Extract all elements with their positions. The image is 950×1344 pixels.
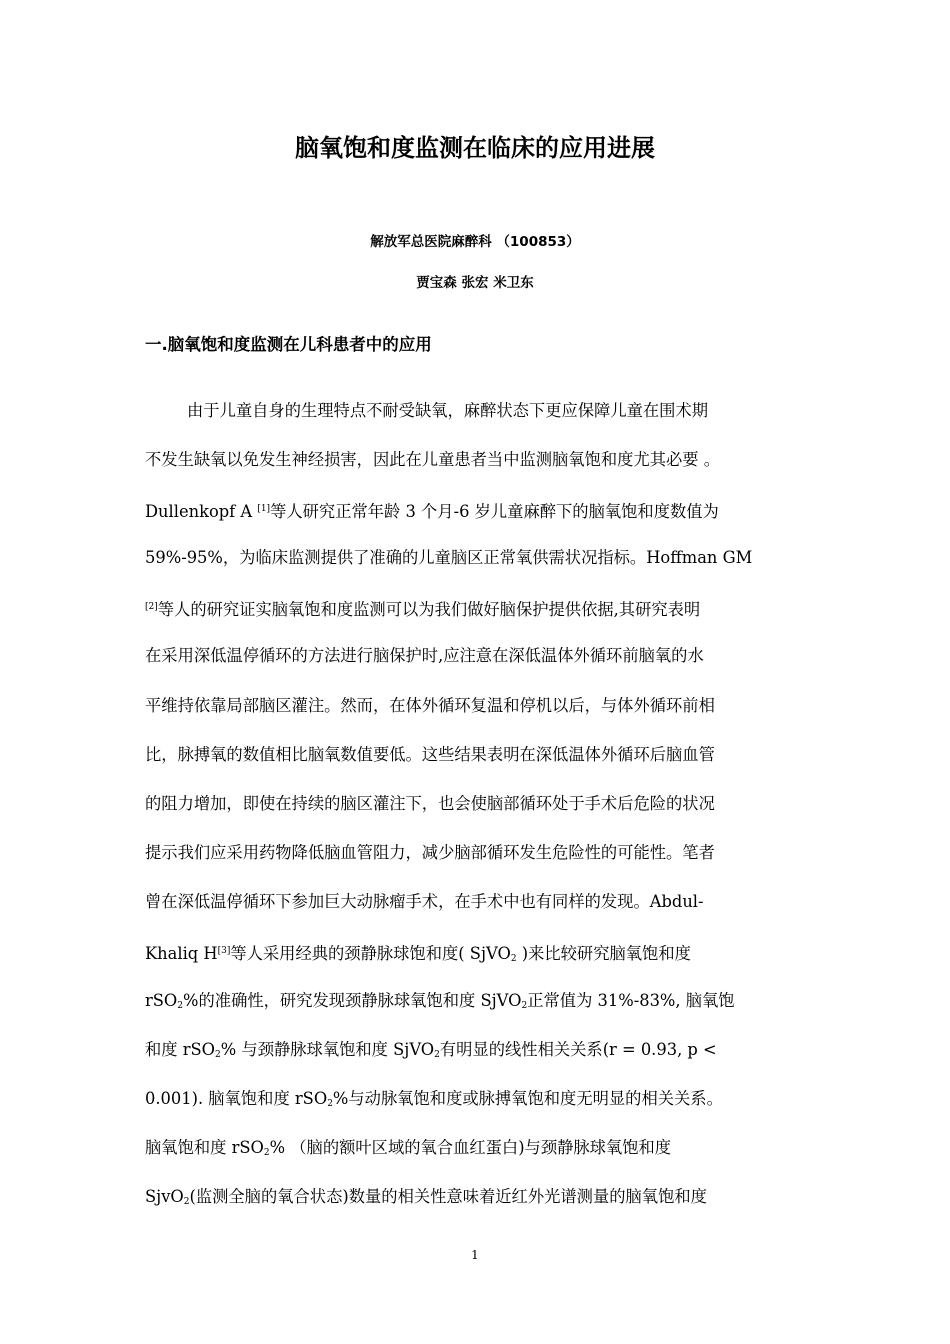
subscript: 2	[434, 1050, 440, 1060]
paragraph-line: 不发生缺氧以免发生神经损害，因此在儿童患者当中监测脑氧饱和度尤其必要 。	[145, 450, 721, 469]
text-run: Khaliq H	[145, 944, 218, 963]
subscript: 2	[327, 1099, 333, 1109]
paragraph-line: 在采用深低温停循环的方法进行脑保护时,应注意在深低温体外循环前脑氧的水	[145, 646, 704, 665]
affiliation: 解放军总医院麻醉科 （100853）	[370, 234, 580, 250]
document-title: 脑氧饱和度监测在临床的应用进展	[295, 134, 655, 162]
paragraph-line	[145, 1186, 707, 1213]
text-run: 等人研究正常年龄 3 个月-6 岁儿童麻醉下的脑氧饱和度数值为	[270, 502, 719, 521]
paragraph-line: 比，脉搏氧的数值相比脑氧数值要低。这些结果表明在深低温体外循环后脑血管	[145, 745, 715, 764]
paragraph-line	[145, 1039, 717, 1066]
paragraph-line	[145, 990, 735, 1017]
text-run: % 与颈静脉球氧饱和度 SjVO	[220, 1040, 435, 1059]
text-run: (监测全脑的氧合状态)数量的相关性意味着近红外光谱测量的脑氧饱和度	[189, 1187, 707, 1206]
paragraph-line: 平维持依靠局部脑区灌注。然而，在体外循环复温和停机以后，与体外循环前相	[145, 696, 715, 715]
paragraph-line	[145, 498, 719, 523]
citation-ref: [2]	[145, 602, 158, 612]
text-run: % （脑的额叶区域的氧合血红蛋白)与颈静脉球氧饱和度	[269, 1138, 672, 1157]
paragraph-line: 提示我们应采用药物降低脑血管阻力，减少脑部循环发生危险性的可能性。笔者	[145, 843, 715, 862]
subscript: 2	[183, 1197, 190, 1207]
text-run: 正常值为 31%-83%, 脑氧饱	[527, 991, 735, 1010]
text-run: SjvO	[145, 1187, 184, 1206]
paragraph-line: 曾在深低温停循环下参加巨大动脉瘤手术，在手术中也有同样的发现。Abdul-	[145, 892, 704, 911]
subscript: 2	[177, 1001, 184, 1011]
subscript: 2	[521, 1001, 528, 1011]
citation-ref: [1]	[257, 504, 271, 514]
text-run: 等人的研究证实脑氧饱和度监测可以为我们做好脑保护提供依据,其研究表明	[157, 600, 701, 619]
paragraph-line: 由于儿童自身的生理特点不耐受缺氧，麻醉状态下更应保障儿童在围术期	[187, 401, 709, 420]
text-run: %的准确性，研究发现颈静脉球氧饱和度 SjVO	[183, 991, 522, 1010]
section-heading: 一.脑氧饱和度监测在儿科患者中的应用	[145, 335, 432, 354]
subscript: 2	[263, 1148, 270, 1158]
paragraph-line	[145, 596, 700, 621]
text-run: )来比较研究脑氧饱和度	[516, 944, 691, 963]
text-run: Dullenkopf A	[145, 502, 258, 521]
text-run: 有明显的线性相关关系(r = 0.93, p <	[439, 1040, 717, 1059]
paragraph-line: 的阻力增加，即使在持续的脑区灌注下，也会使脑部循环处于手术后危险的状况	[145, 794, 715, 813]
text-run: rSO	[145, 991, 178, 1010]
subscript: 2	[215, 1050, 221, 1060]
text-run: 等人采用经典的颈静脉球饱和度( SjVO	[230, 944, 511, 963]
paragraph-line	[145, 1088, 723, 1115]
text-run: 和度 rSO	[145, 1040, 216, 1059]
paragraph-line: 59%-95%，为临床监测提供了准确的儿童脑区正常氧供需状况指标。Hoffman GM	[145, 548, 753, 567]
paragraph-line	[145, 940, 691, 970]
text-run: 脑氧饱和度 rSO	[145, 1138, 264, 1157]
citation-ref: [3]	[217, 946, 231, 956]
authors: 贾宝森 张宏 米卫东	[416, 275, 534, 291]
paragraph-line	[145, 1137, 671, 1164]
subscript: 2	[510, 954, 517, 964]
text-run: 0.001). 脑氧饱和度 rSO	[145, 1089, 328, 1108]
text-run: %与动脉氧饱和度或脉搏氧饱和度无明显的相关关系。	[332, 1089, 723, 1108]
page-number: 1	[471, 1248, 479, 1262]
